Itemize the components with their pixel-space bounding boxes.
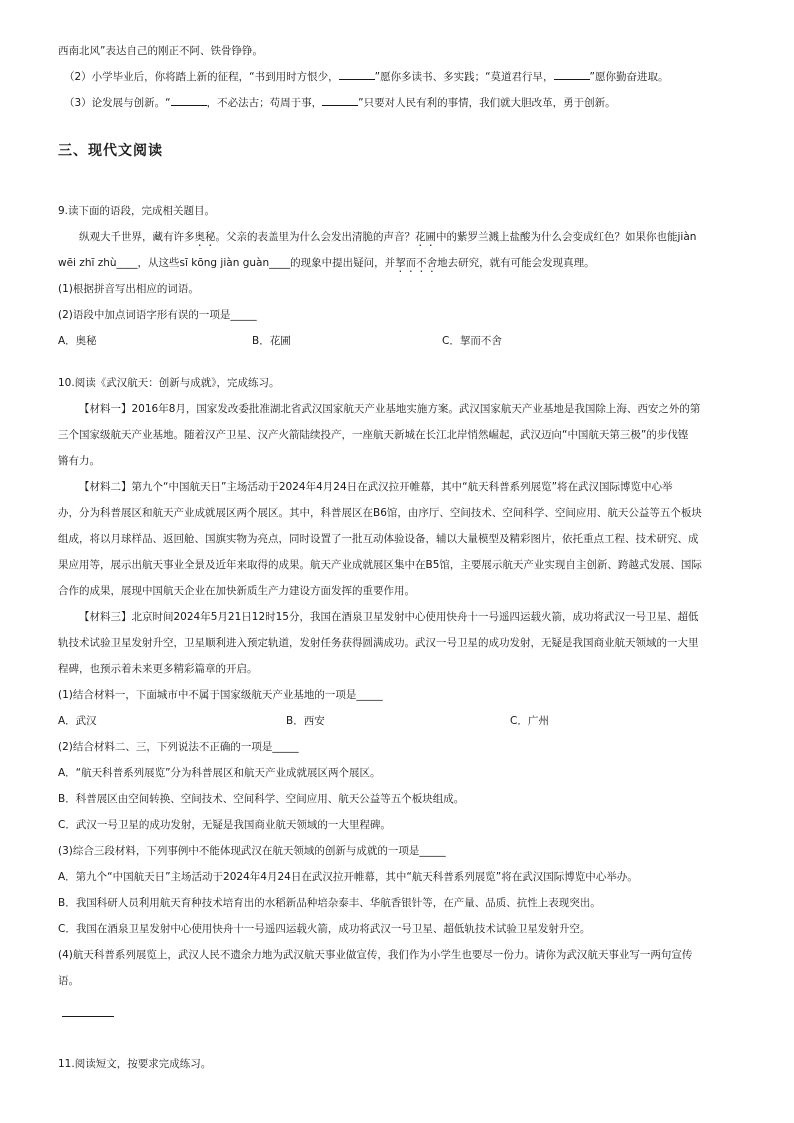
dotted-word: 花圃: [415, 231, 436, 243]
dotted-word: 奥秘: [194, 231, 216, 243]
option-b[interactable]: B．我国科研人员利用航天育种技术培育出的水稻新品种培杂泰丰、华航香银针等，在产量、品质、抗性上表现突出。: [58, 897, 601, 909]
q11-title: 11.阅读短文，按要求完成练习。: [58, 1058, 212, 1070]
q10-sub-1-options: [58, 708, 738, 734]
option-b[interactable]: B．花圃: [252, 335, 291, 347]
option-c[interactable]: C．挈而不舍: [442, 335, 502, 347]
q10-sub-3: (3)综合三段材料，下列事例中不能体现武汉在航天领域的创新与成就的一项是_____: [58, 845, 446, 857]
answer-blank[interactable]: [339, 67, 375, 80]
option-c[interactable]: C．广州: [510, 715, 549, 727]
q10-sub-1: (1)结合材料一，下面城市中不属于国家级航天产业基地的一项是_____: [58, 689, 383, 701]
q9-sub-1: (1)根据拼音写出相应的词语。: [58, 283, 199, 295]
material-3-line: 【材料三】北京时间2024年5月21日12时15分，我国在酒泉卫星发射中心使用快舟十一号遥四运载火箭，成功将武汉一号卫星、超低: [79, 611, 699, 623]
option-a[interactable]: A．第九个“中国航天日”主场活动于2024年4月24日在武汉拉开帷幕，其中“航天科普系列展览”将在武汉国际博览中心举办。: [58, 871, 638, 883]
option-a[interactable]: A．“航天科普系列展览”分为科普展区和航天产业成就展区两个展区。: [58, 767, 381, 779]
q10-sub-4: (4)航天科普系列展览上，武汉人民不遗余力地为武汉航天事业做宣传，我们作为小学生也要尽一份力。请你为武汉航天事业写一两句宣传: [58, 949, 693, 961]
material-2-line: 果应用等，展示出航天事业全景及近年来取得的成果。航天产业成就展区集中在B5馆，主要展示航天产业实现自主创新、跨越式发展、国际: [58, 559, 702, 571]
option-c[interactable]: C．我国在酒泉卫星发射中心使用快舟十一号遥四运载火箭，成功将武汉一号卫星、超低轨技术试验卫星发射升空。: [58, 923, 591, 935]
q9-passage-line-2: wēi zhī zhù____，从这些sī kōng jiàn guàn____的现象中提出疑问，并挈而不舍地去研究，就有可能会发现真理。: [58, 257, 595, 269]
q9-passage-line-1: 纵观大千世界，藏有许多奥秘。父亲的表盖里为什么会发出清脆的声音？花圃中的紫罗兰溅上盐酸为什么会变成红色？如果你也能jiàn: [79, 231, 697, 243]
q9-sub-2: (2)语段中加点词语字形有误的一项是_____: [58, 309, 257, 321]
document-page: [58, 38, 738, 1077]
q9-options: [58, 328, 738, 354]
option-a[interactable]: A．奥秘: [58, 335, 97, 347]
material-1-line: 三个国家级航天产业基地。随着汉产卫星、汉产火箭陆续投产，一座航天新城在长江北岸悄然崛起，武汉迈向“中国航天第三极”的步伐铿: [58, 429, 689, 441]
option-b[interactable]: B．科普展区由空间转换、空间技术、空间科学、空间应用、航天公益等五个板块组成。: [58, 793, 465, 805]
option-b[interactable]: B．西安: [286, 715, 325, 727]
q10-sub-2: (2)结合材料二、三，下列说法不正确的一项是_____: [58, 741, 299, 753]
material-1-line: 【材料一】2016年8月，国家发改委批准湖北省武汉国家航天产业基地实施方案。武汉国家航天产业基地是我国除上海、西安之外的第: [79, 403, 701, 415]
answer-blank[interactable]: [554, 67, 590, 80]
prev-question-line-1: 西南北风”表达自己的刚正不阿、铁骨铮铮。: [58, 45, 263, 57]
option-c[interactable]: C．武汉一号卫星的成功发射，无疑是我国商业航天领域的一大里程碑。: [58, 819, 391, 831]
material-2-line: 合作的成果，展现中国航天企业在加快新质生产力建设方面发挥的重要作用。: [58, 585, 415, 597]
option-a[interactable]: A．武汉: [58, 715, 97, 727]
section-title: 三、现代文阅读: [58, 143, 163, 159]
q9-title: 9.读下面的语段，完成相关题目。: [58, 205, 216, 217]
q10-sub-4-cont: 语。: [58, 975, 79, 987]
material-1-line: 锵有力。: [58, 455, 100, 467]
answer-blank[interactable]: [322, 93, 358, 106]
prev-question-line-3: （3）论发展与创新。“ ，不必法古；苟周于事， ”只要对人民有利的事情，我们就大胆改革，勇于创新。: [58, 90, 738, 116]
dotted-word: 挈而不舍: [395, 257, 438, 269]
material-2-line: 办，分为科普展区和航天产业成就展区两个展区。其中，科普展区在B6馆，由序厅、空间技术、空间科学、空间应用、航天公益等五个板块: [58, 507, 702, 519]
prev-question-line-2: （2）小学毕业后，你将踏上新的征程，“书到用时方恨少， ”愿你多读书、多实践；“莫道君行早， ”愿你勤奋进取。: [58, 64, 738, 90]
material-3-line: 程碑，也预示着未来更多精彩篇章的开启。: [58, 663, 258, 675]
answer-blank[interactable]: [171, 93, 207, 106]
q10-title: 10.阅读《武汉航天：创新与成就》，完成练习。: [58, 377, 280, 389]
answer-line[interactable]: [58, 994, 738, 1027]
material-2-line: 【材料二】第九个“中国航天日”主场活动于2024年4月24日在武汉拉开帷幕，其中“航天科普系列展览”将在武汉国际博览中心举: [79, 481, 673, 493]
material-2-line: 组成，将以月球样品、返回舱、国旗实物为亮点，同时设置了一批互动体验设备，辅以大量模型及精彩图片，依托重点工程、技术研究、成: [58, 533, 699, 545]
material-3-line: 轨技术试验卫星发射升空，卫星顺利进入预定轨道，发射任务获得圆满成功。武汉一号卫星的成功发射，无疑是我国商业航天领域的一大里: [58, 637, 699, 649]
